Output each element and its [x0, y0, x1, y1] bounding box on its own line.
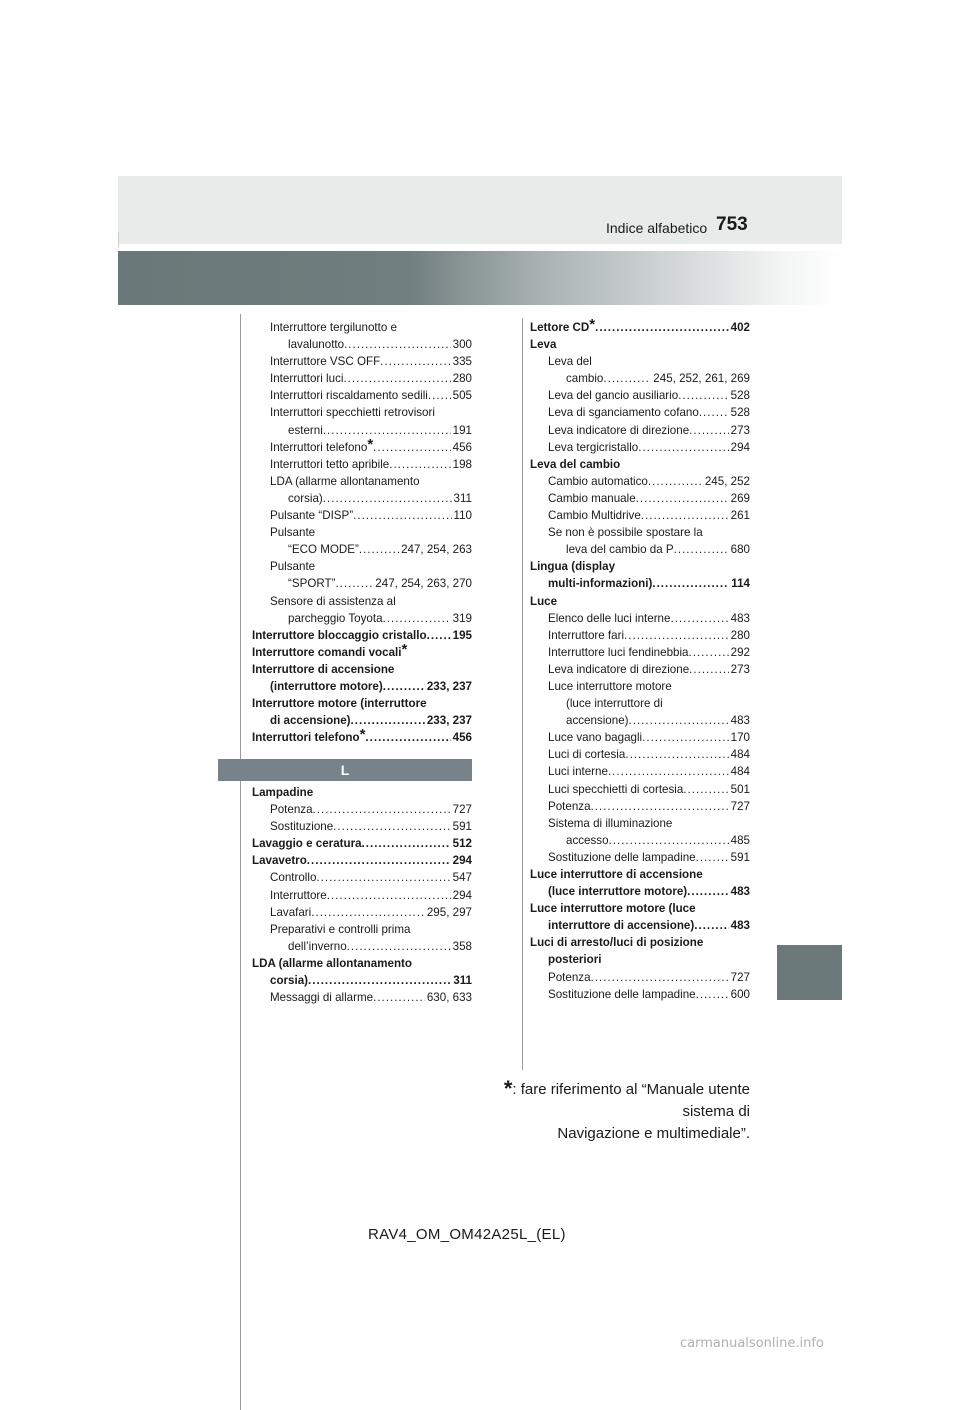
- dot-leader: [353, 507, 451, 524]
- entry-page: 280: [452, 372, 472, 386]
- footnote: [450, 1078, 750, 1145]
- index-entry: [530, 353, 750, 370]
- index-entry: [530, 832, 750, 849]
- corner-tick: [118, 232, 119, 248]
- entry-term: Interruttore tergilunotto e: [270, 321, 397, 334]
- index-entry: [252, 726, 472, 746]
- index-entry: [252, 370, 472, 387]
- entry-page: 512: [452, 837, 472, 851]
- dot-leader: [307, 852, 451, 869]
- entry-term: Pulsante “DISP”: [270, 509, 354, 523]
- dot-leader: [652, 575, 729, 592]
- index-entry: [252, 541, 472, 558]
- entry-term: (interruttore motore): [270, 679, 383, 693]
- index-entry: [530, 883, 750, 900]
- index-entry: [252, 818, 472, 835]
- index-entry: [252, 473, 472, 490]
- entry-term: Lampadine: [252, 786, 314, 799]
- index-entry: [530, 610, 750, 627]
- index-column-left: [252, 319, 472, 746]
- dot-leader: [683, 781, 728, 798]
- entry-term: Interruttore di accensione: [252, 662, 395, 676]
- dot-leader: [323, 490, 452, 507]
- dot-leader: [344, 336, 451, 353]
- entry-page: 483: [730, 611, 750, 625]
- index-entry: [530, 644, 750, 661]
- dot-leader: [648, 473, 703, 490]
- entry-term: Elenco delle luci interne: [548, 611, 671, 625]
- entry-term: LDA (allarme allontanamento: [270, 474, 420, 488]
- entry-term: Cambio automatico: [548, 474, 648, 488]
- entry-term: Sensore di assistenza al: [270, 594, 396, 608]
- entry-term: dell’inverno: [288, 939, 347, 953]
- entry-page: 233, 237: [426, 679, 472, 693]
- index-entry: [530, 951, 750, 968]
- dot-leader: [694, 917, 728, 934]
- entry-term: Interruttori riscaldamento sedili: [270, 389, 428, 403]
- entry-page: 484: [730, 748, 750, 762]
- entry-term: Sostituzione delle lampadine: [548, 850, 696, 864]
- dot-leader: [365, 729, 450, 746]
- entry-term: Se non è possibile spostare la: [548, 526, 703, 540]
- entry-page: 114: [731, 577, 750, 591]
- entry-term: Interruttore VSC OFF: [270, 355, 381, 369]
- entry-page: 600: [730, 987, 750, 1001]
- dot-leader: [362, 835, 451, 852]
- index-entry: [530, 917, 750, 934]
- entry-term: Cambio manuale: [548, 491, 636, 505]
- entry-term: Interruttori luci: [270, 372, 344, 386]
- dot-leader: [313, 801, 451, 818]
- entry-term: Interruttore: [270, 888, 327, 902]
- entry-term: Sostituzione delle lampadine: [548, 987, 696, 1001]
- entry-term: Leva indicatore di direzione: [548, 423, 690, 437]
- entry-page: 273: [730, 423, 750, 437]
- entry-term: Interruttore bloccaggio cristallo: [252, 628, 427, 642]
- entry-page: 630, 633: [426, 991, 472, 1005]
- index-entry: [530, 678, 750, 695]
- index-entry: [252, 640, 472, 661]
- entry-term: Interruttore motore (interruttore: [252, 697, 427, 711]
- dot-leader: [311, 904, 425, 921]
- entry-page: 233, 237: [426, 714, 472, 728]
- entry-term: Sostituzione: [270, 820, 334, 834]
- index-entry: [530, 507, 750, 524]
- index-entry: [252, 695, 472, 712]
- index-entry: [252, 387, 472, 404]
- dot-leader: [641, 507, 729, 524]
- entry-term: Luce interruttore di accensione: [530, 868, 703, 881]
- index-column-right: [530, 316, 750, 1003]
- entry-term: Luci di cortesia: [548, 748, 626, 762]
- footnote-line-1: *: fare riferimento al “Manuale utente sistema di: [503, 1076, 750, 1120]
- entry-term: “SPORT”: [288, 577, 336, 591]
- entry-page: 528: [730, 389, 750, 403]
- entry-term: Lavaggio e ceratura: [252, 837, 362, 851]
- dot-leader: [316, 869, 450, 886]
- entry-term: multi-informazioni): [548, 577, 653, 591]
- index-entry: [252, 507, 472, 524]
- index-entry: [252, 989, 472, 1006]
- index-entry: [252, 972, 472, 989]
- index-entry: [530, 986, 750, 1003]
- index-entry: [530, 422, 750, 439]
- index-entry: [252, 887, 472, 904]
- asterisk-marker: *: [589, 316, 596, 333]
- entry-term: esterni: [288, 423, 323, 437]
- dot-leader: [678, 387, 728, 404]
- dot-leader: [629, 712, 729, 729]
- entry-page: 501: [730, 782, 750, 796]
- entry-page: 110: [453, 509, 472, 523]
- index-entry: [530, 746, 750, 763]
- dot-leader: [636, 490, 729, 507]
- entry-page: 456: [452, 731, 472, 745]
- index-entry: [530, 695, 750, 712]
- index-entry: [530, 336, 750, 353]
- index-entry: [252, 955, 472, 972]
- index-entry: [530, 712, 750, 729]
- index-entry: [252, 404, 472, 421]
- entry-page: 528: [730, 406, 750, 420]
- index-entry: [530, 541, 750, 558]
- index-entry: [530, 558, 750, 575]
- index-entry: [252, 490, 472, 507]
- index-entry: [530, 456, 750, 473]
- entry-term: Potenza: [548, 799, 591, 813]
- dot-leader: [343, 370, 450, 387]
- index-entry: [530, 849, 750, 866]
- entry-term: Luce vano bagagli: [548, 731, 643, 745]
- entry-term: posteriori: [548, 953, 602, 967]
- asterisk-marker: *: [359, 726, 366, 744]
- entry-page: 483: [730, 885, 750, 899]
- entry-page: 191: [452, 423, 472, 437]
- entry-term: cambio: [566, 372, 604, 386]
- dot-leader: [689, 644, 729, 661]
- index-entry: [530, 798, 750, 815]
- entry-page: 295, 297: [426, 905, 472, 919]
- entry-term: Leva indicatore di direzione: [548, 662, 690, 676]
- entry-page: 456: [452, 440, 472, 454]
- letter-heading: L: [218, 759, 472, 781]
- entry-term: Potenza: [548, 970, 591, 984]
- entry-term: Preparativi e controlli prima: [270, 922, 411, 936]
- document-code: RAV4_OM_OM42A25L_(EL): [368, 1226, 566, 1243]
- dot-leader: [595, 319, 729, 336]
- index-entry: [252, 869, 472, 886]
- index-entry: [530, 575, 750, 592]
- entry-term: Pulsante: [270, 526, 316, 540]
- entry-page: 292: [730, 645, 750, 659]
- index-entry: [252, 319, 472, 336]
- index-entry: [530, 404, 750, 421]
- entry-page: 311: [453, 974, 472, 988]
- entry-page: 269: [730, 491, 750, 505]
- entry-page: 247, 254, 263: [401, 543, 472, 557]
- page-number: 753: [716, 214, 748, 235]
- entry-term: accensione): [566, 714, 629, 728]
- dot-leader: [670, 610, 728, 627]
- index-entry: [530, 473, 750, 490]
- entry-term: (luce interruttore motore): [548, 885, 688, 899]
- entry-page: 273: [730, 662, 750, 676]
- dot-leader: [591, 798, 729, 815]
- index-entry: [530, 763, 750, 780]
- dot-leader: [333, 818, 450, 835]
- index-entry: [530, 370, 750, 387]
- index-entry: [530, 969, 750, 986]
- entry-page: 402: [730, 321, 750, 334]
- entry-term: leva del cambio da P: [566, 543, 674, 557]
- footnote-line-2: Navigazione e multimediale”.: [557, 1125, 750, 1142]
- index-entry: [252, 852, 472, 869]
- entry-page: 727: [730, 799, 750, 813]
- entry-term: parcheggio Toyota: [288, 611, 383, 625]
- index-column-left-l-section: [252, 784, 472, 1006]
- index-entry: [252, 904, 472, 921]
- entry-page: 319: [452, 611, 472, 625]
- entry-term: “ECO MODE”: [288, 543, 359, 557]
- entry-term: Leva del gancio ausiliario: [548, 389, 679, 403]
- dot-leader: [696, 849, 729, 866]
- watermark: carmanualsonline.info: [680, 1336, 824, 1351]
- entry-term: accesso: [566, 833, 609, 847]
- dot-leader: [624, 627, 729, 644]
- index-entry: [530, 316, 750, 336]
- entry-page: 294: [452, 854, 472, 868]
- index-entry: [252, 627, 472, 644]
- dot-leader: [383, 678, 425, 695]
- dot-leader: [323, 422, 451, 439]
- entry-page: 505: [452, 389, 472, 403]
- dot-leader: [373, 439, 450, 456]
- entry-term: Lingua (display: [530, 560, 616, 574]
- index-entry: [252, 593, 472, 610]
- entry-term: Interruttore luci fendinebbia: [548, 645, 689, 659]
- entry-term: Leva tergicristallo: [548, 440, 639, 454]
- index-entry: [252, 435, 472, 456]
- entry-page: 245, 252: [704, 474, 750, 488]
- entry-term: Lavafari: [270, 905, 312, 919]
- entry-term: Luci interne: [548, 765, 608, 779]
- entry-page: 294: [730, 440, 750, 454]
- entry-page: 261: [730, 509, 750, 523]
- entry-page: 591: [452, 820, 472, 834]
- entry-page: 680: [730, 543, 750, 557]
- index-entry: [252, 558, 472, 575]
- left-column-rule: [240, 314, 241, 1410]
- index-entry: [530, 661, 750, 678]
- entry-term: di accensione): [270, 714, 351, 728]
- index-entry: [252, 422, 472, 439]
- dot-leader: [696, 986, 729, 1003]
- index-entry: [252, 610, 472, 627]
- dot-leader: [638, 439, 728, 456]
- index-entry: [530, 900, 750, 917]
- index-entry: [530, 524, 750, 541]
- entry-term: Interruttore fari: [548, 628, 625, 642]
- index-entry: [530, 593, 750, 610]
- index-entry: [252, 921, 472, 938]
- entry-term: Luce: [530, 594, 558, 608]
- entry-page: 727: [452, 803, 472, 817]
- index-entry: [252, 784, 472, 801]
- entry-term: Interruttori specchietti retrovisori: [270, 406, 435, 420]
- dot-leader: [689, 661, 729, 678]
- entry-term: Messaggi di allarme: [270, 991, 374, 1005]
- entry-term: Leva: [530, 338, 557, 352]
- index-entry: [252, 801, 472, 818]
- dot-leader: [591, 969, 729, 986]
- index-entry: [530, 934, 750, 951]
- entry-term: Luce interruttore motore: [548, 679, 672, 693]
- section-side-tab: [777, 945, 842, 1000]
- entry-term: interruttore di accensione): [548, 919, 695, 933]
- entry-term: Sistema di illuminazione: [548, 816, 673, 830]
- entry-term: Leva di sganciamento cofano: [548, 406, 699, 420]
- entry-term: Luce interruttore motore (luce: [530, 902, 696, 916]
- entry-term: Interruttori telefono*: [252, 726, 366, 745]
- dot-leader: [687, 883, 729, 900]
- entry-page: 198: [452, 457, 472, 471]
- index-entry: [252, 661, 472, 678]
- entry-term: Lavavetro: [252, 854, 307, 868]
- section-title: Indice alfabetico: [606, 220, 708, 236]
- entry-term: Cambio Multidrive: [548, 509, 641, 523]
- footnote-asterisk: *: [503, 1076, 513, 1101]
- entry-page: 280: [730, 628, 750, 642]
- entry-page: 358: [452, 939, 472, 953]
- entry-term: Luci specchietti di cortesia: [548, 782, 684, 796]
- dot-leader: [327, 887, 451, 904]
- asterisk-marker: *: [367, 435, 374, 453]
- entry-term: Interruttori telefono*: [270, 435, 374, 454]
- entry-term: Pulsante: [270, 560, 316, 574]
- index-entry: [530, 490, 750, 507]
- entry-page: 247, 254, 263, 270: [375, 577, 472, 591]
- entry-page: 294: [452, 888, 472, 902]
- dot-leader: [335, 575, 373, 592]
- dot-leader: [383, 610, 451, 627]
- entry-page: 300: [452, 338, 472, 352]
- entry-page: 484: [730, 765, 750, 779]
- dot-leader: [389, 456, 450, 473]
- entry-term: Interruttori tetto apribile: [270, 457, 390, 471]
- dot-leader: [625, 746, 728, 763]
- middle-column-rule: [522, 318, 523, 1070]
- index-entry: [252, 835, 472, 852]
- entry-term: corsia): [270, 974, 309, 988]
- entry-term: Luci di arresto/luci di posizione: [530, 936, 704, 950]
- entry-term: Leva del: [548, 355, 592, 369]
- dot-leader: [642, 729, 729, 746]
- index-entry: [252, 524, 472, 541]
- entry-page: 245, 252, 261, 269: [653, 372, 750, 386]
- entry-page: 483: [730, 714, 750, 728]
- index-entry: [252, 678, 472, 695]
- index-entry: [530, 729, 750, 746]
- dot-leader: [380, 353, 450, 370]
- entry-term: Potenza: [270, 803, 313, 817]
- dot-leader: [308, 972, 451, 989]
- entry-page: 335: [452, 355, 472, 369]
- index-entry: [252, 575, 472, 592]
- index-entry: [530, 815, 750, 832]
- entry-term: LDA (allarme allontanamento: [252, 956, 412, 970]
- index-entry: [530, 627, 750, 644]
- entry-page: 591: [730, 850, 750, 864]
- entry-term: corsia): [288, 491, 323, 505]
- index-entry: [530, 439, 750, 456]
- dot-leader: [427, 627, 451, 644]
- index-entry: [530, 781, 750, 798]
- entry-page: 547: [452, 871, 472, 885]
- entry-page: 727: [730, 970, 750, 984]
- entry-term: Leva del cambio: [530, 457, 621, 471]
- entry-term: Controllo: [270, 871, 317, 885]
- dot-leader: [689, 422, 729, 439]
- dot-leader: [674, 541, 729, 558]
- dot-leader: [699, 404, 729, 421]
- dot-leader: [373, 989, 425, 1006]
- index-entry: [252, 938, 472, 955]
- dot-leader: [359, 541, 399, 558]
- entry-page: 485: [730, 833, 750, 847]
- header-gradient-bar: [118, 251, 842, 305]
- index-entry: [252, 456, 472, 473]
- dot-leader: [609, 832, 729, 849]
- entry-term: Interruttore comandi vocali*: [252, 640, 408, 659]
- dot-leader: [603, 370, 651, 387]
- index-entry: [252, 336, 472, 353]
- entry-page: 195: [452, 628, 472, 642]
- index-entry: [252, 353, 472, 370]
- entry-term: lavalunotto: [288, 338, 345, 352]
- asterisk-marker: *: [401, 640, 408, 658]
- entry-term: (luce interruttore di: [566, 697, 663, 711]
- index-entry: [530, 387, 750, 404]
- entry-page: 170: [730, 731, 750, 745]
- dot-leader: [428, 387, 451, 404]
- entry-term: Lettore CD*: [530, 316, 596, 334]
- entry-page: 483: [730, 919, 750, 933]
- dot-leader: [608, 763, 729, 780]
- entry-page: 311: [453, 491, 472, 505]
- index-entry: [530, 866, 750, 883]
- dot-leader: [347, 938, 451, 955]
